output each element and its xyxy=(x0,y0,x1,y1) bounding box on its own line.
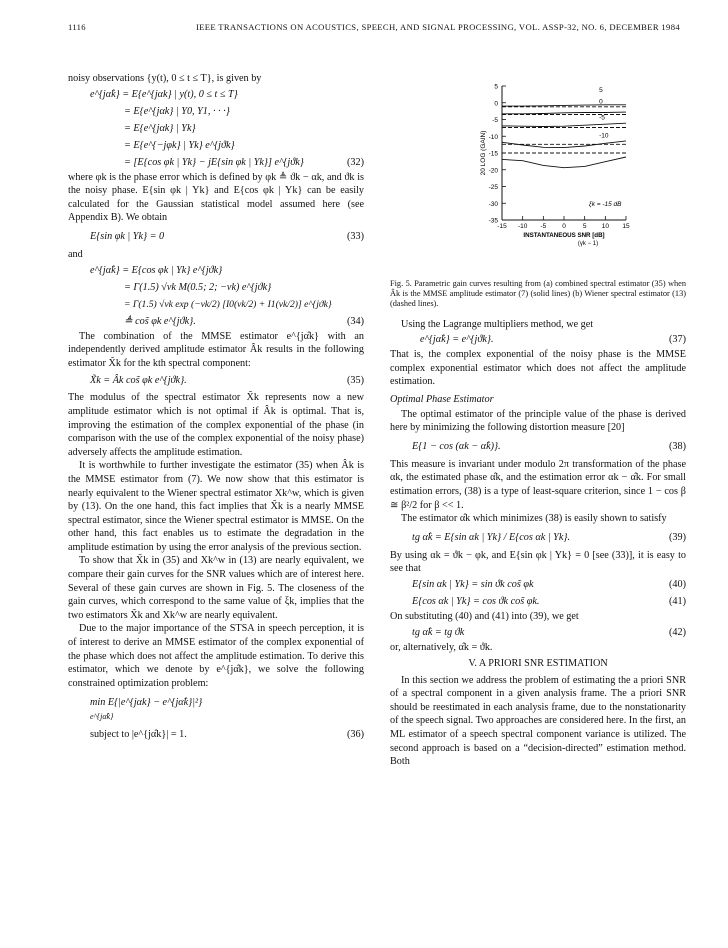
equation-number: (35) xyxy=(347,375,364,387)
equation-40: E{sin αk | Yk} = sin ϑk cos̃ φk xyxy=(412,578,534,590)
x-tick-label: -5 xyxy=(540,223,547,230)
y-tick-label: -5 xyxy=(492,117,498,124)
equation-line: = E{e^{jαk} | Y0, Y1, · · ·} xyxy=(124,105,230,117)
equation-number: (37) xyxy=(669,334,686,346)
equation-42: tg α̂k = tg ϑk xyxy=(412,626,465,638)
x-tick-label: 10 xyxy=(601,223,609,230)
x-tick-label: -10 xyxy=(517,223,528,230)
paragraph: Due to the major importance of the STSA in speech perception, it is of interest to derive an MMSE estimator of the complex exponential of the phase which does not affect the amplitude estimation. To derive this estimator, which we denote by e^{jα̂k}, we solve the following constrained optimization problem: xyxy=(68,623,364,689)
y-tick-label: -20 xyxy=(488,167,498,175)
equation-line: e^{jα̂k} = E{cos φk | Yk} e^{jϑk} xyxy=(90,264,223,276)
equation-line: e^{jα̂k} = E{e^{jαk} | y(t), 0 ≤ t ≤ T} xyxy=(90,88,238,100)
equation-number: (42) xyxy=(669,626,686,638)
paragraph: The combination of the MMSE estimator e^{jα̂k} with an independently derived amplitude estimator Âk results in the following estimator X̃k for the kth spectral component: xyxy=(68,330,364,369)
y-tick-label: -35 xyxy=(488,217,498,225)
y-tick-label: 0 xyxy=(494,100,498,108)
figure-5 xyxy=(390,72,686,277)
equation-number: (32) xyxy=(347,156,364,168)
paragraph: The estimator α̂k which minimizes (38) is easily shown to satisfy xyxy=(401,513,667,525)
paragraph: where φk is the phase error which is defined by φk ≜ ϑk − αk, and ϑk is the noisy phase. E{sin φk | Yk} and E{cos φk | Yk} can be easily calculated for the Gaussian statistical model assumed here (see Appendix B). We obtain xyxy=(68,171,364,224)
paragraph: By using αk = ϑk − φk, and E{sin φk | Yk} = 0 [see (33)], it is easy to see that xyxy=(390,549,686,575)
curve-label: 0 xyxy=(599,98,603,106)
paragraph: This measure is invariant under modulo 2π transformation of the phase αk, the estimated phase α̂k, and the estimation error αk − α̂k. For small estimation errors, (38) is a type of least-square criterion, since 1 − cos β ≅ β²/2 for β << 1. xyxy=(390,458,686,511)
equation-number: (36) xyxy=(347,729,364,741)
paragraph: Using the Lagrange multipliers method, we get xyxy=(401,318,594,330)
x-axis-label: INSTANTANEOUS SNR [dB] xyxy=(523,232,605,239)
x-tick-label: 5 xyxy=(582,223,587,230)
paragraph: noisy observations {y(t), 0 ≤ t ≤ T}, is given by xyxy=(68,73,262,84)
equation-line: = Γ(1.5) √vk M(0.5; 2; −vk) e^{jϑk} xyxy=(124,281,272,293)
equation-line: = E{e^{−jφk} | Yk} e^{jϑk} xyxy=(124,139,235,151)
y-tick-label: -10 xyxy=(488,133,498,141)
y-tick-label: 5 xyxy=(494,83,498,91)
paragraph: It is worthwhile to further investigate the estimator (35) when Âk is the MMSE estimator from (7). We now show that this estimator is nearly equivalent to the Wiener spectral estimator Xk^w, which is given by (13). On the one hand, this fact implies that X̃k is a nearly MMSE spectral estimator, since the Wiener spectral estimator is MMSE. On the other hand, this fact enables us to estimate the degradation in the amplitude estimation by using the error analysis of the previous section. xyxy=(68,460,364,553)
figure-caption: Fig. 5. Parametric gain curves resulting from (a) combined spectral estimator (35) when Âk is the MMSE amplitude estimator (7) (solid lines) (b) Wiener spectral estimator (13) (dashed lines). xyxy=(390,279,686,309)
equation-subscript: e^{jα̂k} xyxy=(90,712,114,722)
equation-36 xyxy=(68,694,364,743)
equation-number: (40) xyxy=(669,578,686,590)
left-column xyxy=(68,72,364,743)
equation-number: (34) xyxy=(347,315,364,327)
equation-number: (33) xyxy=(347,230,364,242)
equation-line: min E{|e^{jαk} − e^{jα̂k}|²} xyxy=(90,697,203,709)
subsection-heading: Optimal Phase Estimator xyxy=(390,393,494,405)
curve-label: ξk = -15 dB xyxy=(588,200,622,208)
equation-number: (41) xyxy=(669,595,686,607)
x-tick-label: 0 xyxy=(562,223,566,230)
x-axis-sublabel: (γk − 1) xyxy=(577,241,599,247)
y-tick-label: -15 xyxy=(488,150,498,158)
paragraph: and xyxy=(68,248,83,260)
paragraph: In this section we address the problem of estimating the a priori SNR of a spectral component in a given analysis frame. The a priori SNR should be reestimated in each analysis frame, due to the nonstationarity of the speech signal. Two approaches are considered here. In the first, an ML estimator of a speech spectral component variance is utilized. The second approach is based on a “decision-directed” estimation method. Both xyxy=(390,674,686,768)
equation-33: E{sin φk | Yk} = 0 xyxy=(90,230,165,242)
paragraph: The optimal estimator of the principle value of the phase is derived here by minimizing the following distortion measure [20] xyxy=(390,408,686,434)
paragraph: The modulus of the spectral estimator X̃k represents now a new amplitude estimator which is not optimal if Âk is optimal. That is, improving the estimation of the complex exponential of the phase (in comparison with the use of the complex exponential of the noisy phase) adversely affects the amplitude estimation. xyxy=(68,392,364,458)
gain-curve xyxy=(502,123,626,126)
y-tick-label: -30 xyxy=(488,200,498,208)
equation-line: subject to |e^{jα̂k}| = 1. xyxy=(90,729,187,741)
equation-38: E{1 − cos (αk − α̂k)}. xyxy=(412,440,501,452)
x-tick-label: -15 xyxy=(497,223,507,230)
x-tick-label: 15 xyxy=(622,223,630,230)
paragraph: To show that X̃k in (35) and Xk^w in (13) are nearly equivalent, we compare their gain curves for the SNR values which are of interest here. Several of these gain curves are shown in Fig. 5. The closeness of the gain curves, which correspond to the same value of ξk, implies that the two estimators X̃k and Xk^w are nearly equivalent. xyxy=(68,555,364,621)
equation-41: E{cos αk | Yk} = cos ϑk cos̃ φk. xyxy=(412,595,540,607)
equation-number: (39) xyxy=(669,531,686,543)
gain-curve-chart xyxy=(390,72,686,277)
equation-35: X̃k = Âk cos̃ φk e^{jϑk}. xyxy=(90,375,187,387)
curve-label: -5 xyxy=(599,114,605,122)
running-header xyxy=(68,22,680,32)
y-axis-label: 20 LOG (GAIN) xyxy=(480,130,487,176)
gain-curve xyxy=(502,112,626,114)
gain-curve xyxy=(502,157,626,168)
page-number: 1116 xyxy=(68,22,86,32)
paragraph: That is, the complex exponential of the noisy phase is the MMSE complex exponential estimator which does not affect the amplitude estimation. xyxy=(390,349,686,388)
y-tick-label: -25 xyxy=(488,184,498,191)
right-column xyxy=(390,72,686,769)
journal-title: IEEE TRANSACTIONS ON ACOUSTICS, SPEECH, AND SIGNAL PROCESSING, VOL. ASSP-32, NO. 6, DECEMBER 1984 xyxy=(195,22,680,32)
equation-34 xyxy=(68,262,364,330)
equation-line: = Γ(1.5) √vk exp (−vk/2) [I0(vk/2) + I1(vk/2)] e^{jϑk} xyxy=(124,298,332,310)
paragraph: On substituting (40) and (41) into (39), we get xyxy=(390,610,579,622)
section-heading: V. A PRIORI SNR ESTIMATION xyxy=(468,658,608,670)
equation-39: tg α̂k = E{sin αk | Yk} / E{cos αk | Yk}. xyxy=(412,531,570,543)
equation-line: ≜ cos̃ φk e^{jϑk}. xyxy=(124,315,196,327)
curve-label: -10 xyxy=(599,132,609,140)
curve-label: 5 xyxy=(599,87,603,95)
gain-curve xyxy=(502,105,626,106)
equation-32 xyxy=(68,86,364,171)
equation-line: = E{e^{jαk} | Yk} xyxy=(124,122,196,134)
equation-37: e^{jα̂k} = e^{jϑk}. xyxy=(420,334,494,346)
paragraph: or, alternatively, α̂k = ϑk. xyxy=(390,641,493,653)
equation-line: = [E{cos φk | Yk} − jE{sin φk | Yk}] e^{jϑk} xyxy=(124,156,304,168)
equation-number: (38) xyxy=(669,440,686,452)
